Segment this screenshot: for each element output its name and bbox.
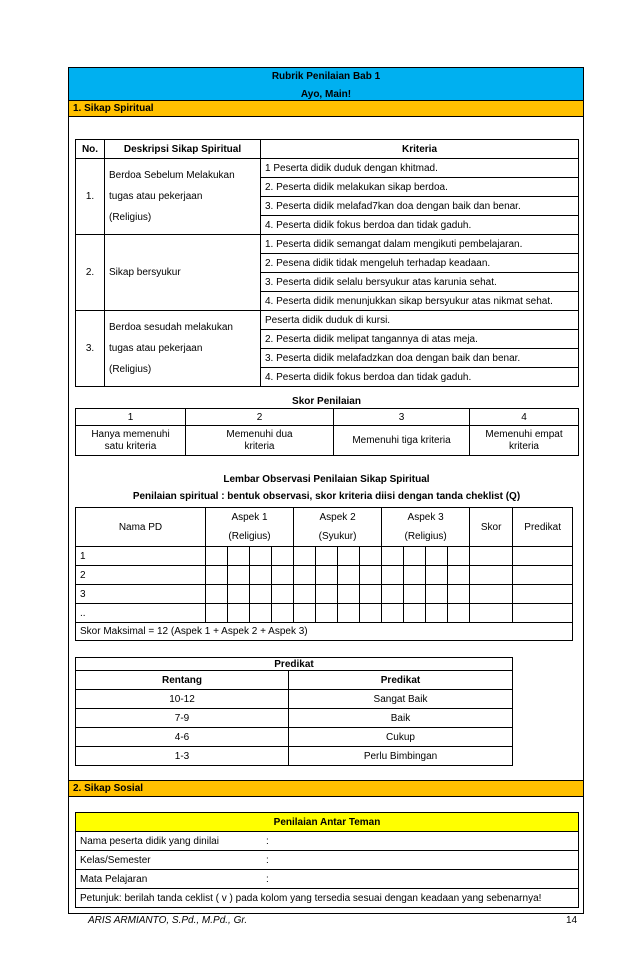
skor-label-line: kriteria <box>244 440 275 452</box>
table-row <box>76 728 513 747</box>
predikat-cell[interactable] <box>513 566 573 585</box>
col-nama-pd: Nama PD <box>76 508 206 547</box>
spiritual-table <box>75 139 579 387</box>
aspek-label: Aspek 3 <box>407 512 444 523</box>
col-kriteria: Kriteria <box>261 140 579 159</box>
observasi-title: Lembar Observasi Penilaian Sikap Spiritual <box>223 474 430 485</box>
criteria-cell: 4. Peserta didik fokus berdoa dan tidak gaduh. <box>261 368 579 387</box>
row-number: 1 <box>76 547 206 566</box>
check-cell[interactable] <box>316 566 338 585</box>
predikat-cell[interactable] <box>513 604 573 623</box>
check-cell[interactable] <box>426 566 448 585</box>
check-cell[interactable] <box>404 604 426 623</box>
skor-label-line: satu kriteria <box>104 440 157 452</box>
check-cell[interactable] <box>316 585 338 604</box>
observasi-table <box>75 507 573 641</box>
row-number: 3 <box>76 585 206 604</box>
check-cell[interactable] <box>272 604 294 623</box>
skor-number: 2 <box>186 409 334 426</box>
desc-line: Berdoa sesudah melakukan <box>109 322 233 333</box>
check-cell[interactable] <box>250 547 272 566</box>
skor-table <box>75 408 579 456</box>
skor-number: 4 <box>470 409 579 426</box>
predikat-cell: Perlu Bimbingan <box>289 747 513 766</box>
predikat-cell[interactable] <box>513 585 573 604</box>
col-rentang: Rentang <box>76 671 289 690</box>
check-cell[interactable] <box>360 585 382 604</box>
predikat-table <box>75 657 513 766</box>
row-no: 1. <box>76 159 105 235</box>
check-cell[interactable] <box>206 566 228 585</box>
skor-number: 3 <box>334 409 470 426</box>
check-cell[interactable] <box>228 585 250 604</box>
check-cell[interactable] <box>228 547 250 566</box>
check-cell[interactable] <box>294 566 316 585</box>
check-cell[interactable] <box>360 547 382 566</box>
aspek-sub: (Syukur) <box>318 531 357 542</box>
criteria-cell: 4. Peserta didik fokus berdoa dan tidak gaduh. <box>261 216 579 235</box>
skor-maksimal-note: Skor Maksimal = 12 (Aspek 1 + Aspek 2 + Aspek 3) <box>76 623 573 641</box>
check-cell[interactable] <box>206 547 228 566</box>
desc-line: (Religius) <box>109 212 152 223</box>
criteria-cell: 1 Peserta didik duduk dengan khitmad. <box>261 159 579 178</box>
aspek-label: Aspek 1 <box>231 512 268 523</box>
check-cell[interactable] <box>448 566 470 585</box>
rubric-title: Rubrik Penilaian Bab 1 <box>271 71 381 82</box>
row-no: 3. <box>76 311 105 387</box>
check-cell[interactable] <box>404 585 426 604</box>
table-row <box>76 690 513 709</box>
skor-label-line: Hanya memenuhi <box>91 428 170 440</box>
check-cell[interactable] <box>338 585 360 604</box>
field-row <box>76 832 579 851</box>
rubric-subtitle: Ayo, Main! <box>300 89 352 100</box>
field-label: Nama peserta didik yang dinilai <box>80 835 219 847</box>
desc-line: tugas atau pekerjaan <box>109 343 203 354</box>
section-sosial-title: 2. Sikap Sosial <box>69 780 583 797</box>
criteria-cell: 4. Peserta didik menunjukkan sikap bersyukur atas nikmat sehat. <box>261 292 579 311</box>
check-cell[interactable] <box>382 585 404 604</box>
rentang-cell: 7-9 <box>76 709 289 728</box>
skor-cell[interactable] <box>470 585 513 604</box>
criteria-cell: 1. Peserta didik semangat dalam mengikuti pembelajaran. <box>261 235 579 254</box>
col-skor: Skor <box>470 508 513 547</box>
check-cell[interactable] <box>382 566 404 585</box>
criteria-cell: 2. Peserta didik melakukan sikap berdoa. <box>261 178 579 197</box>
check-cell[interactable] <box>272 566 294 585</box>
check-cell[interactable] <box>360 604 382 623</box>
check-cell[interactable] <box>426 585 448 604</box>
check-cell[interactable] <box>404 547 426 566</box>
observasi-subtitle: Penilaian spiritual : bentuk observasi, skor kriteria diisi dengan tanda cheklist (Q) <box>132 491 521 502</box>
field-label: Kelas/Semester <box>80 854 151 866</box>
check-cell[interactable] <box>338 604 360 623</box>
check-cell[interactable] <box>316 547 338 566</box>
col-aspek-1 <box>206 508 294 547</box>
criteria-cell: 2. Peserta didik melipat tangannya di atas meja. <box>261 330 579 349</box>
check-cell[interactable] <box>206 585 228 604</box>
check-cell[interactable] <box>250 585 272 604</box>
check-cell[interactable] <box>382 604 404 623</box>
check-cell[interactable] <box>294 547 316 566</box>
row-desc <box>105 311 261 387</box>
field-sep: : <box>266 835 269 847</box>
skor-label-line: Memenuhi dua <box>226 428 293 440</box>
table-row <box>76 604 573 623</box>
rentang-cell: 1-3 <box>76 747 289 766</box>
check-cell[interactable] <box>272 547 294 566</box>
check-cell[interactable] <box>294 585 316 604</box>
skor-label <box>470 426 579 456</box>
table-row <box>76 585 573 604</box>
check-cell[interactable] <box>338 547 360 566</box>
check-cell[interactable] <box>338 566 360 585</box>
desc-line: Sikap bersyukur <box>109 267 181 278</box>
skor-cell[interactable] <box>470 547 513 566</box>
antar-teman-table <box>75 812 579 908</box>
check-cell[interactable] <box>250 604 272 623</box>
field-row <box>76 870 579 889</box>
predikat-cell: Cukup <box>289 728 513 747</box>
check-cell[interactable] <box>228 604 250 623</box>
skor-title: Skor Penilaian <box>292 396 361 407</box>
skor-label-line: kriteria <box>508 440 539 452</box>
antar-teman-title: Penilaian Antar Teman <box>76 813 579 832</box>
check-cell[interactable] <box>294 604 316 623</box>
table-row <box>76 747 513 766</box>
desc-line: Berdoa Sebelum Melakukan <box>109 170 235 181</box>
skor-label <box>186 426 334 456</box>
col-aspek-2 <box>294 508 382 547</box>
check-cell[interactable] <box>382 547 404 566</box>
row-no: 2. <box>76 235 105 311</box>
predikat-cell: Baik <box>289 709 513 728</box>
skor-number: 1 <box>76 409 186 426</box>
table-row <box>76 547 573 566</box>
col-predikat: Predikat <box>289 671 513 690</box>
row-number: 2 <box>76 566 206 585</box>
check-cell[interactable] <box>316 604 338 623</box>
check-cell[interactable] <box>360 566 382 585</box>
rentang-cell: 4-6 <box>76 728 289 747</box>
check-cell[interactable] <box>448 547 470 566</box>
skor-label <box>76 426 186 456</box>
aspek-label: Aspek 2 <box>319 512 356 523</box>
predikat-title: Predikat <box>76 658 513 671</box>
check-cell[interactable] <box>228 566 250 585</box>
field-label: Mata Pelajaran <box>80 873 148 885</box>
criteria-cell: 3. Peserta didik melafad7kan doa dengan baik dan benar. <box>261 197 579 216</box>
predikat-cell: Sangat Baik <box>289 690 513 709</box>
field-sep: : <box>266 854 269 866</box>
aspek-sub: (Religius) <box>404 531 447 542</box>
check-cell[interactable] <box>448 604 470 623</box>
criteria-cell: Peserta didik duduk di kursi. <box>261 311 579 330</box>
col-no: No. <box>76 140 105 159</box>
predikat-cell[interactable] <box>513 547 573 566</box>
section-spiritual-title: 1. Sikap Spiritual <box>69 100 583 117</box>
check-cell[interactable] <box>206 604 228 623</box>
desc-line: tugas atau pekerjaan <box>109 191 203 202</box>
rentang-cell: 10-12 <box>76 690 289 709</box>
skor-cell[interactable] <box>470 566 513 585</box>
field-row <box>76 851 579 870</box>
criteria-cell: 3. Peserta didik selalu bersyukur atas karunia sehat. <box>261 273 579 292</box>
footer-author: ARIS ARMIANTO, S.Pd., M.Pd., Gr. <box>88 915 248 926</box>
skor-label-line: Memenuhi empat <box>485 428 563 440</box>
check-cell[interactable] <box>426 604 448 623</box>
aspek-sub: (Religius) <box>228 531 271 542</box>
table-row <box>76 709 513 728</box>
check-cell[interactable] <box>272 585 294 604</box>
skor-label-line: Memenuhi tiga kriteria <box>352 435 451 446</box>
instruction: Petunjuk: berilah tanda ceklist ( v ) pada kolom yang tersedia sesuai dengan keadaan yang sebenarnya! <box>76 889 579 908</box>
col-predikat: Predikat <box>513 508 573 547</box>
skor-cell[interactable] <box>470 604 513 623</box>
criteria-cell: 2. Pesena didik tidak mengeluh terhadap keadaan. <box>261 254 579 273</box>
row-desc <box>105 159 261 235</box>
page-number: 14 <box>566 915 578 926</box>
skor-label <box>334 426 470 456</box>
criteria-cell: 3. Peserta didik melafadzkan doa dengan baik dan benar. <box>261 349 579 368</box>
row-desc <box>105 235 261 311</box>
desc-line: (Religius) <box>109 364 152 375</box>
table-row <box>76 566 573 585</box>
col-aspek-3 <box>382 508 470 547</box>
row-number: .. <box>76 604 206 623</box>
col-deskripsi: Deskripsi Sikap Spiritual <box>105 140 261 159</box>
check-cell[interactable] <box>448 585 470 604</box>
check-cell[interactable] <box>404 566 426 585</box>
check-cell[interactable] <box>426 547 448 566</box>
check-cell[interactable] <box>250 566 272 585</box>
field-sep: : <box>266 873 269 885</box>
